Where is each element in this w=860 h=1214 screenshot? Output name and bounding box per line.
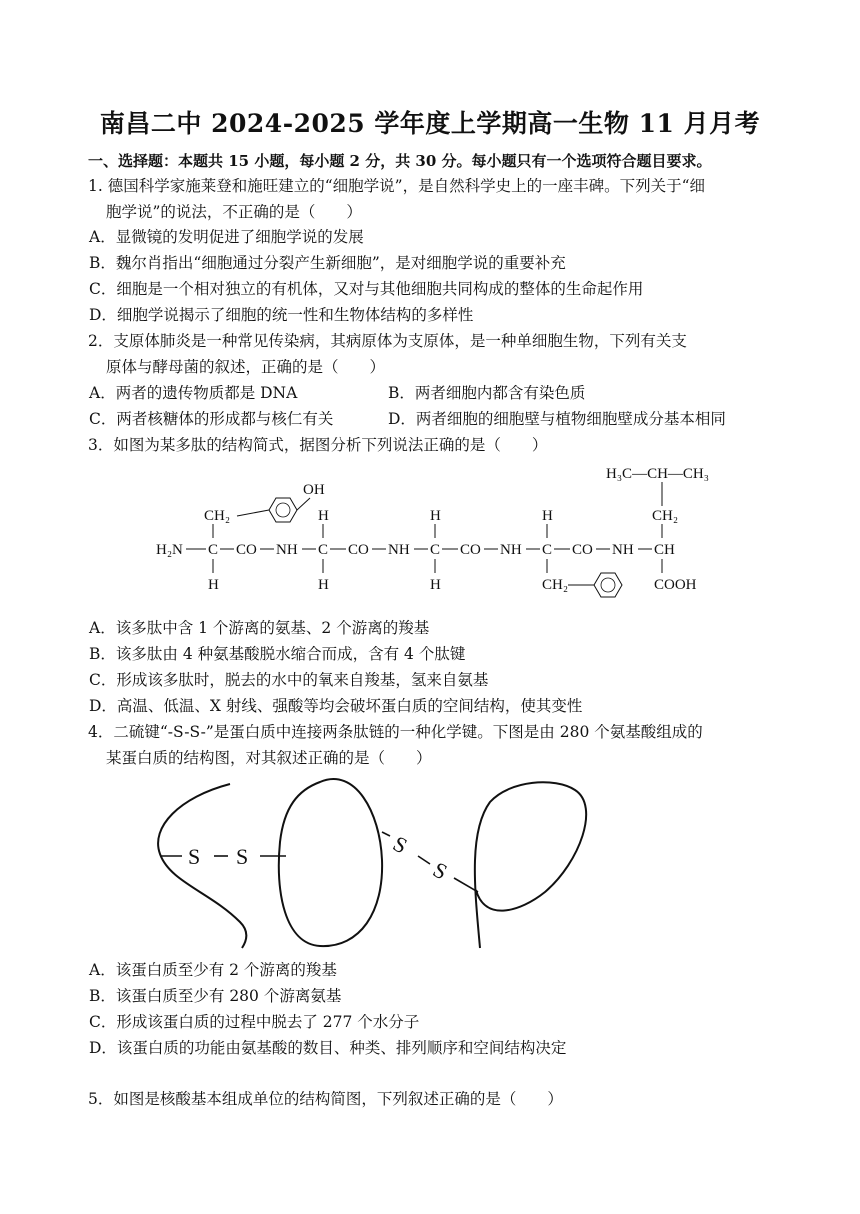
q4-option-c: C．形成该蛋白质的过程中脱去了 277 个水分子 [89, 1013, 420, 1031]
q2-stem-line2: 原体与酵母菌的叙述，正确的是（ ） [106, 358, 386, 376]
amino-terminal-label: H₂N [156, 542, 183, 558]
ch2-label-1: CH₂ [204, 508, 231, 524]
q4-option-d: D．该蛋白质的功能由氨基酸的数目、种类、排列顺序和空间结构决定 [89, 1039, 567, 1057]
q2-option-b: B．两者细胞内都含有染色质 [388, 384, 586, 402]
h-top-3: H [430, 508, 441, 524]
carbonyl-label-1: CO [236, 542, 257, 558]
alpha-carbon-5: CH [654, 542, 675, 558]
q1-option-d: D．细胞学说揭示了细胞的统一性和生物体结构的多样性 [89, 306, 474, 324]
polypeptide-structure-figure [140, 458, 740, 600]
alpha-carbon-1: C [208, 542, 219, 558]
q4-stem-line1: 4．二硫键“-S-S-”是蛋白质中连接两条肽链的一种化学键。下图是由 280 个氨基酸组成的 [88, 723, 703, 741]
alpha-carbon-2: C [318, 542, 329, 558]
q3-stem: 3．如图为某多肽的结构简式，据图分析下列说法正确的是（ ） [88, 436, 548, 454]
h-bottom-2: H [318, 577, 329, 593]
q3-option-b: B．该多肽由 4 种氨基酸脱水缩合而成，含有 4 个肽键 [89, 645, 466, 663]
protein-disulfide-figure [150, 772, 610, 950]
carbonyl-label-3: CO [460, 542, 481, 558]
benzene-ring-icon [269, 498, 297, 522]
q1-stem-line2: 胞学说”的说法，不正确的是（ ） [106, 203, 362, 221]
h-top-4: H [542, 508, 553, 524]
ch2-label-4: CH₂ [542, 577, 569, 593]
carbonyl-label-4: CO [572, 542, 593, 558]
amide-label-1: NH [276, 542, 298, 558]
q1-stem-line1: 1. 德国科学家施莱登和施旺建立的“细胞学说”，是自然科学史上的一座丰碑。下列关于“细 [88, 177, 705, 195]
sulfur-label-3: S [389, 830, 412, 859]
section-heading: 一、选择题：本题共 15 小题，每小题 2 分，共 30 分。每小题只有一个选项符合题目要求。 [88, 152, 712, 170]
q4-option-a: A．该蛋白质至少有 2 个游离的羧基 [89, 961, 337, 979]
hydroxyl-label: OH [303, 482, 325, 498]
q3-option-d: D．高温、低温、X 射线、强酸等均会破坏蛋白质的空间结构，使其变性 [89, 697, 583, 715]
amide-label-3: NH [500, 542, 522, 558]
benzene-ring-icon-2 [594, 573, 622, 597]
q4-option-b: B．该蛋白质至少有 280 个游离氨基 [89, 987, 342, 1005]
q4-stem-line2: 某蛋白质的结构图，对其叙述正确的是（ ） [106, 749, 432, 767]
sulfur-label-1: S [188, 844, 201, 869]
h-top-2: H [318, 508, 329, 524]
ch2-label-5: CH₂ [652, 508, 679, 524]
alpha-carbon-3: C [430, 542, 441, 558]
amide-label-4: NH [612, 542, 634, 558]
q1-option-a: A．显微镜的发明促进了细胞学说的发展 [89, 228, 364, 246]
q3-option-a: A．该多肽中含 1 个游离的氨基、2 个游离的羧基 [89, 619, 430, 637]
isopropyl-group-label: H₃C—CH—CH₃ [606, 466, 709, 482]
q2-option-a: A．两者的遗传物质都是 DNA [89, 384, 298, 402]
h-bottom-1: H [208, 577, 219, 593]
q2-stem-line1: 2．支原体肺炎是一种常见传染病，其病原体为支原体，是一种单细胞生物，下列有关支 [88, 332, 687, 350]
carbonyl-label-2: CO [348, 542, 369, 558]
alpha-carbon-4: C [542, 542, 553, 558]
exam-title: 南昌二中 2024-2025 学年度上学期高一生物 11 月月考 [99, 109, 761, 138]
q2-option-d: D．两者细胞的细胞壁与植物细胞壁成分基本相同 [388, 410, 726, 428]
q1-option-b: B．魏尔肖指出“细胞通过分裂产生新细胞”，是对细胞学说的重要补充 [89, 254, 566, 272]
q2-option-c: C．两者核糖体的形成都与核仁有关 [89, 410, 334, 428]
q5-stem: 5．如图是核酸基本组成单位的结构简图，下列叙述正确的是（ ） [88, 1090, 563, 1108]
q1-option-c: C．细胞是一个相对独立的有机体，又对与其他细胞共同构成的整体的生命起作用 [89, 280, 644, 298]
carboxyl-terminal-label: COOH [654, 577, 697, 593]
amide-label-2: NH [388, 542, 410, 558]
sulfur-label-2: S [236, 844, 249, 869]
sulfur-label-4: S [429, 856, 452, 885]
h-bottom-3: H [430, 577, 441, 593]
q3-option-c: C．形成该多肽时，脱去的水中的氧来自羧基，氢来自氨基 [89, 671, 489, 689]
